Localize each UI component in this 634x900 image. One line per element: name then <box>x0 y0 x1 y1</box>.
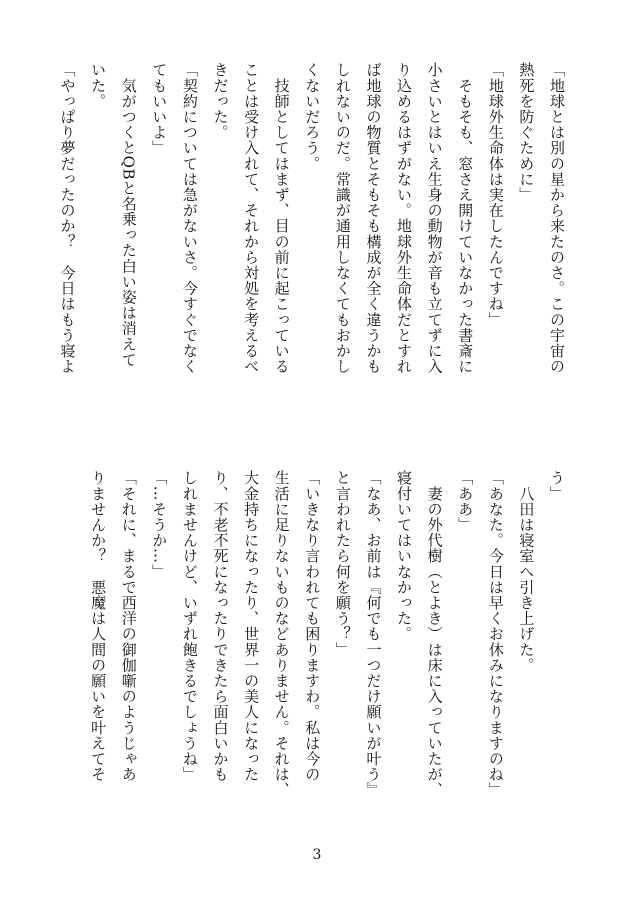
text-line: 小さいとはいえ生身の動物が音も立てずに入 <box>425 62 444 374</box>
text-line: 寝付いてはいなかった。 <box>395 470 414 642</box>
text-line: う」 <box>548 470 566 502</box>
text-line: 「…そうか…」 <box>150 470 169 580</box>
text-line: そもそも、窓さえ開けていなかった書斎に <box>456 62 475 374</box>
text-line: くないだろう。 <box>303 62 322 172</box>
text-line: 「やっぱり夢だったのか？ 今日はもう寝よ <box>58 62 77 374</box>
text-line: 生活に足りないものなどありません。それは、 <box>272 470 291 798</box>
text-line: 技師としてはまず、目の前に起こっている <box>272 62 291 374</box>
text-line: りませんか？ 悪魔は人間の願いを叶えてそ <box>89 470 108 782</box>
text-line: 妻の外代樹（とよき）は床に入っていたが、 <box>425 470 444 798</box>
text-line: り込めるはずがない。地球外生命体だとすれ <box>395 62 414 374</box>
text-line: 「契約については急がないさ。今すぐでなく <box>180 62 199 374</box>
text-line: り、不老不死になったりできたら面白いかも <box>211 470 230 782</box>
text-line: ことは受け入れて、それから対処を考えるべ <box>242 62 261 374</box>
text-line: 「あなた。今日は早くお休みになりますのね」 <box>486 470 505 798</box>
text-line: いた。 <box>89 62 108 109</box>
text-line: しれないのだ。常識が通用しなくてもおかし <box>333 62 352 374</box>
text-line: と言われたら何を願う？」 <box>333 470 352 658</box>
text-line: 「いきなり言われても困りますわ。私は今の <box>303 470 322 782</box>
text-line: ば地球の物質とそもそも構成が全く違うかも <box>364 62 383 374</box>
text-line: しれませんけど、いずれ飽きるでしょうね」 <box>180 470 199 782</box>
text-block-top <box>52 62 572 442</box>
text-line: てもいいよ」 <box>150 62 169 156</box>
page-number: 3 <box>312 847 322 863</box>
text-line: 「地球とは別の星から来たのさ。この宇宙の <box>548 62 566 374</box>
text-line: 大金持ちになったり、世界一の美人になった <box>242 470 261 782</box>
text-line: 「地球外生命体は実在したんですね」 <box>486 62 505 328</box>
text-line: 「なあ、お前は『何でも一つだけ願いが叶う』 <box>364 470 383 798</box>
text-line: 八田は寝室へ引き上げた。 <box>517 470 536 673</box>
text-line: きだった。 <box>211 62 230 140</box>
text-line: 「ああ」 <box>456 470 475 533</box>
text-line: 熱死を防ぐために」 <box>517 62 536 203</box>
text-line: 気がつくとQBと名乗った白い姿は消えて <box>119 62 138 368</box>
text-block-bottom <box>83 470 573 850</box>
text-line: 「それに、まるで西洋の御伽噺のようじゃあ <box>119 470 138 782</box>
